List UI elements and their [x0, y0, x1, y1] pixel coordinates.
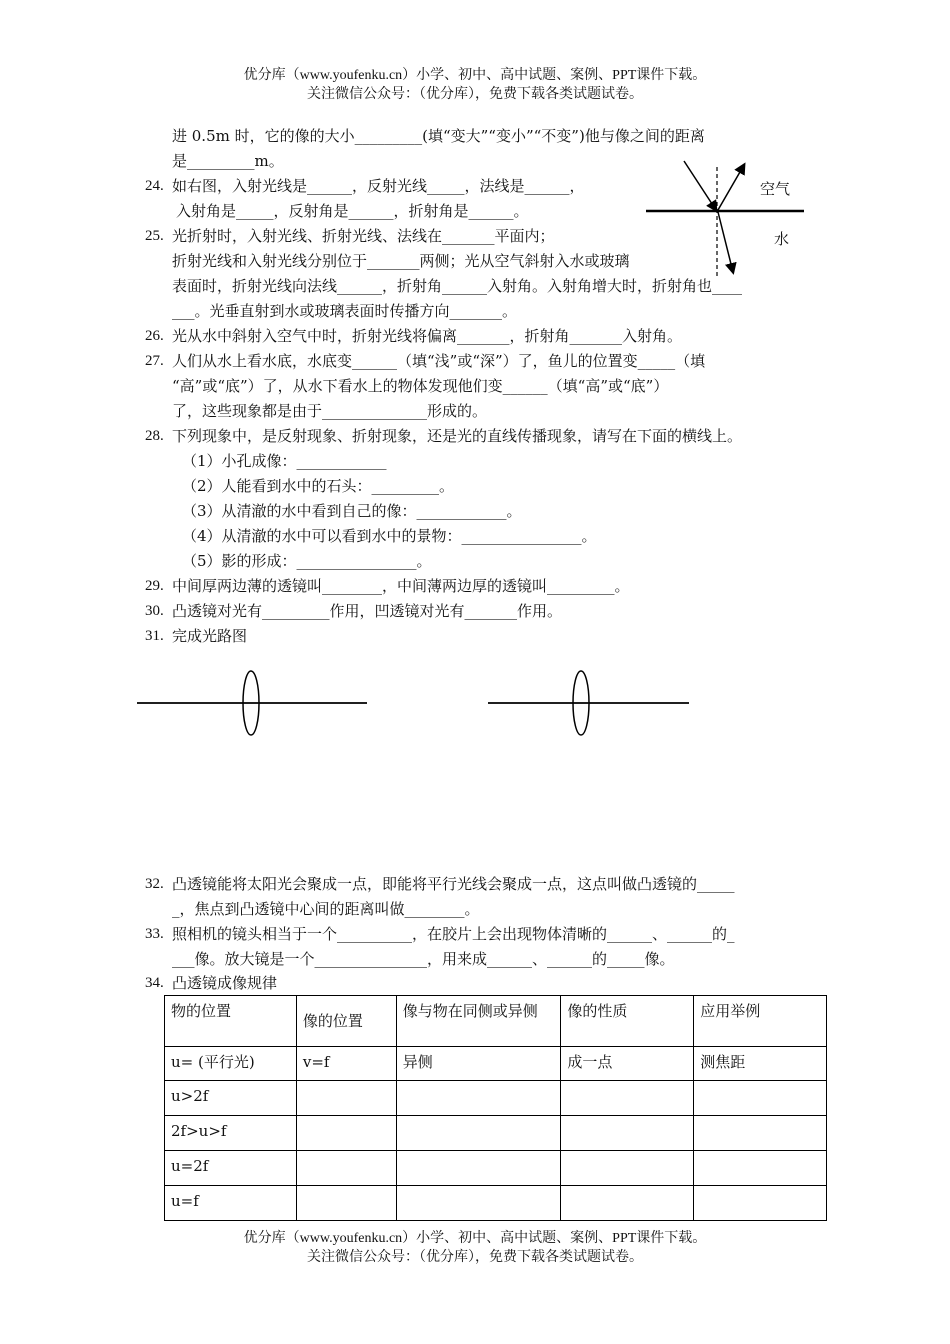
table-header-row	[165, 996, 827, 1047]
refracted-ray	[718, 212, 733, 272]
q28-item-5: （5）影的形成：________________。	[182, 552, 432, 570]
footer-line-2: 关注微信公众号：（优分库），免费下载各类试题试卷。	[307, 1250, 643, 1265]
page-footer	[0, 1229, 950, 1267]
q24-line-1: 如右图，入射光线是______，反射光线_____，法线是______，	[172, 177, 585, 195]
q30-line-1: 凸透镜对光有_________作用，凹透镜对光有_______作用。	[172, 602, 563, 620]
q27-line-2: “高”或“底”）了，从水下看水上的物体发现他们变______（填“高”或“底”）	[172, 377, 669, 395]
refraction-diagram	[640, 155, 810, 285]
table-cell: 成一点	[561, 1047, 694, 1081]
table-row	[165, 1116, 827, 1151]
label-water: 水	[774, 230, 790, 248]
q28-item-2: （2）人能看到水中的石头：_________。	[182, 477, 455, 495]
q32-line-1: 凸透镜能将太阳光会聚成一点，即能将平行光线会聚成一点，这点叫做凸透镜的_____	[172, 875, 735, 893]
table-cell[interactable]	[296, 1116, 396, 1151]
incident-ray	[684, 161, 716, 210]
table-cell[interactable]	[694, 1151, 827, 1186]
table-cell[interactable]	[561, 1151, 694, 1186]
q29-line-1: 中间厚两边薄的透镜叫________，中间薄两边厚的透镜叫_________。	[172, 577, 630, 595]
q33-line-2: ___像。放大镜是一个_______________，用来成______、______的_____像。	[172, 950, 675, 968]
header-line-2: 关注微信公众号：（优分库），免费下载各类试题试卷。	[307, 87, 643, 102]
table-cell: u=f	[165, 1186, 297, 1221]
q33-line-1: 照相机的镜头相当于一个__________，在胶片上会出现物体清晰的______、______的_	[172, 925, 735, 943]
table-cell[interactable]	[396, 1116, 561, 1151]
table-cell: 测焦距	[694, 1047, 827, 1081]
q31-number: 31.	[145, 628, 164, 644]
label-air: 空气	[760, 180, 791, 198]
table-cell: u= (平行光)	[165, 1047, 297, 1081]
q28-item-4: （4）从清澈的水中可以看到水中的景物：________________。	[182, 527, 597, 545]
table-cell[interactable]	[396, 1151, 561, 1186]
lens-diagram-1	[135, 668, 370, 740]
table-cell[interactable]	[396, 1186, 561, 1221]
q34-line-1: 凸透镜成像规律	[172, 974, 278, 992]
table-header-cell: 像的性质	[561, 996, 694, 1047]
reflected-ray	[718, 165, 744, 210]
table-header-cell: 像的位置	[296, 996, 396, 1047]
q33-number: 33.	[145, 926, 164, 942]
table-row	[165, 1047, 827, 1081]
table-row	[165, 1081, 827, 1116]
q28-line-1: 下列现象中，是反射现象、折射现象，还是光的直线传播现象，请写在下面的横线上。	[172, 427, 743, 445]
footer-line-1: 优分库（www.youfenku.cn）小学、初中、高中试题、案例、PPT课件下载。	[243, 1231, 707, 1246]
table-cell[interactable]	[561, 1081, 694, 1116]
q25-line-4: ___。光垂直射到水或玻璃表面时传播方向_______。	[172, 302, 518, 320]
table-cell[interactable]	[296, 1151, 396, 1186]
q32-line-2: _，焦点到凸透镜中心间的距离叫做________。	[172, 900, 480, 918]
table-cell[interactable]	[396, 1081, 561, 1116]
table-cell[interactable]	[561, 1186, 694, 1221]
table-cell: v=f	[296, 1047, 396, 1081]
page-header	[0, 66, 950, 104]
header-line-1: 优分库（www.youfenku.cn）小学、初中、高中试题、案例、PPT课件下载。	[243, 68, 707, 83]
table-cell[interactable]	[296, 1081, 396, 1116]
q31-line-1: 完成光路图	[172, 627, 248, 645]
q28-number: 28.	[145, 428, 164, 444]
q23-line-1: 进 0.5m 时，它的像的大小_________(填“变大”“变小”“不变”)他与像之间的距离	[172, 127, 705, 145]
q30-number: 30.	[145, 603, 164, 619]
q28-item-1: （1）小孔成像：____________	[182, 452, 387, 470]
q25-line-3: 表面时，折射光线向法线______，折射角______入射角。入射角增大时，折射角也____	[172, 277, 743, 295]
table-row	[165, 1151, 827, 1186]
q27-line-1: 人们从水上看水底，水底变______（填“浅”或“深”）了，鱼儿的位置变_____（填	[172, 352, 706, 370]
q25-line-2: 折射光线和入射光线分别位于_______两侧；光从空气斜射入水或玻璃	[172, 252, 630, 270]
table-header-cell: 像与物在同侧或异侧	[396, 996, 561, 1047]
table-header-cell: 应用举例	[694, 996, 827, 1047]
table-cell: 异侧	[396, 1047, 561, 1081]
lens-diagram-2	[486, 668, 692, 740]
q23-line-2: 是_________m。	[172, 152, 284, 170]
q34-number: 34.	[145, 975, 164, 991]
table-cell[interactable]	[694, 1081, 827, 1116]
q26-line-1: 光从水中斜射入空气中时，折射光线将偏离_______，折射角_______入射角。	[172, 327, 683, 345]
q26-number: 26.	[145, 328, 164, 344]
table-cell[interactable]	[296, 1186, 396, 1221]
table-cell: u>2f	[165, 1081, 297, 1116]
q29-number: 29.	[145, 578, 164, 594]
lens-imaging-table	[164, 995, 827, 1221]
q24-line-2: 入射角是_____，反射角是______，折射角是______。	[176, 202, 529, 220]
table-cell[interactable]	[694, 1116, 827, 1151]
table-cell: 2f>u>f	[165, 1116, 297, 1151]
q25-number: 25.	[145, 228, 164, 244]
table-cell[interactable]	[561, 1116, 694, 1151]
q27-number: 27.	[145, 353, 164, 369]
q24-number: 24.	[145, 178, 164, 194]
table-cell: u=2f	[165, 1151, 297, 1186]
table-header-cell: 物的位置	[165, 996, 297, 1047]
q25-line-1: 光折射时，入射光线、折射光线、法线在_______平面内；	[172, 227, 555, 245]
q32-number: 32.	[145, 876, 164, 892]
q28-item-3: （3）从清澈的水中看到自己的像：____________。	[182, 502, 522, 520]
table-cell[interactable]	[694, 1186, 827, 1221]
table-row	[165, 1186, 827, 1221]
q27-line-3: 了，这些现象都是由于______________形成的。	[172, 402, 488, 420]
